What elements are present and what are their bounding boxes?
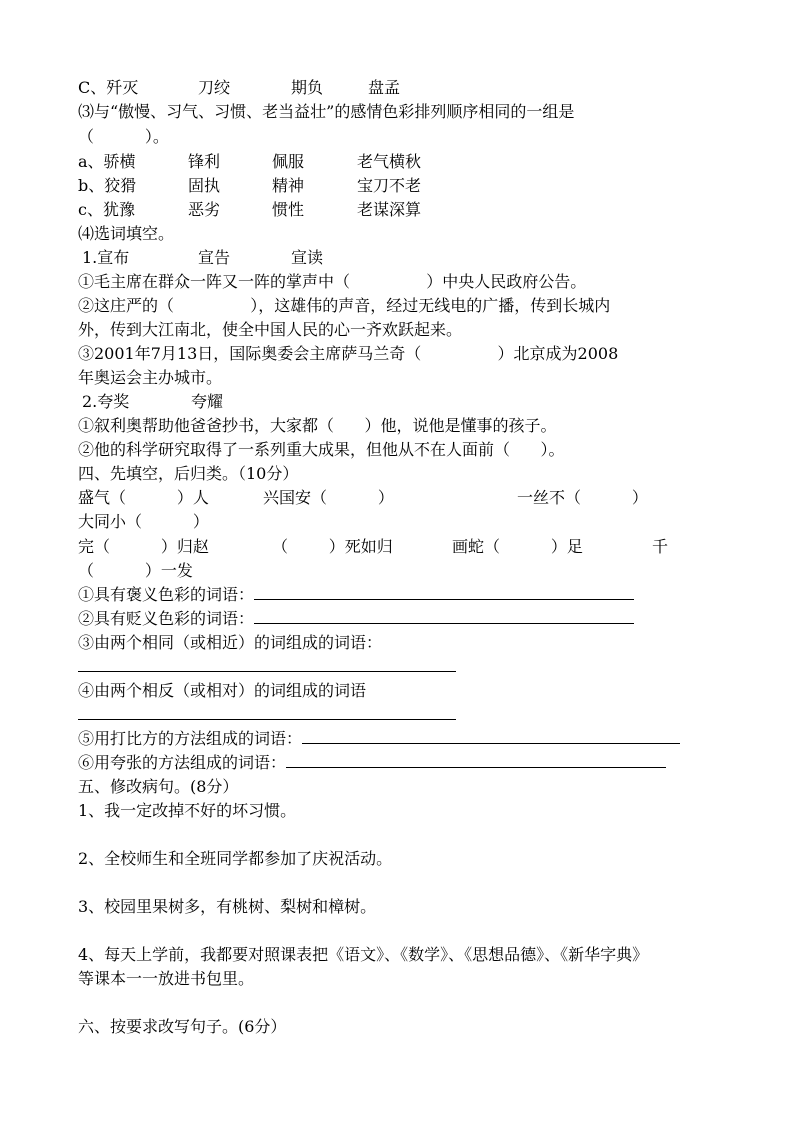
text-segment: 宣读 bbox=[291, 248, 324, 267]
text-segment: 外，传到大江南北，使全中国人民的心一齐欢跃起来。 bbox=[78, 320, 463, 339]
text-segment bbox=[78, 656, 456, 678]
text-segment: 2、全校师生和全班同学都参加了庆祝活动。 bbox=[78, 849, 393, 868]
text-segment: 宝刀不老 bbox=[357, 176, 422, 195]
text-segment: （ ）。 bbox=[78, 127, 169, 146]
text-segment: 四、先填空，后归类。（10分） bbox=[78, 464, 299, 483]
answer-blank[interactable] bbox=[78, 704, 456, 720]
text-segment: 佩服 bbox=[272, 152, 305, 171]
text-segment: 2.夸奖 bbox=[82, 392, 130, 411]
answer-blank[interactable] bbox=[286, 752, 666, 768]
text-segment: 宣告 bbox=[198, 248, 231, 267]
text-segment: 画蛇（ ）足 bbox=[452, 537, 583, 556]
text-segment: 老气横秋 bbox=[357, 152, 422, 171]
text-segment: 1.宣布 bbox=[82, 248, 130, 267]
text-segment: 兴国安（ ） bbox=[263, 488, 394, 507]
text-segment: ①叙利奥帮助他爸爸抄书，大家都（ ）他，说他是懂事的孩子。 bbox=[78, 416, 557, 435]
text-segment: 盘孟 bbox=[368, 78, 401, 97]
answer-blank[interactable] bbox=[254, 608, 634, 624]
text-segment bbox=[78, 704, 456, 726]
answer-blank[interactable] bbox=[302, 728, 680, 744]
text-segment: ②他的科学研究取得了一系列重大成果，但他从不在人面前（ ）。 bbox=[78, 440, 565, 459]
text-segment: 固执 bbox=[188, 176, 221, 195]
text-segment: ③由两个相同（或相近）的词组成的词语： bbox=[78, 633, 383, 652]
text-segment: （ ）死如归 bbox=[272, 537, 393, 556]
text-segment: c、犹豫 bbox=[78, 200, 135, 219]
text-segment: 年奥运会主办城市。 bbox=[78, 368, 223, 387]
text-segment: ②这庄严的（ ），这雄伟的声音，经过无线电的广播，传到长城内 bbox=[78, 296, 611, 315]
text-segment: 一丝不（ ） bbox=[517, 488, 648, 507]
answer-blank[interactable] bbox=[78, 656, 456, 672]
text-segment: 六、按要求改写句子。(6分） bbox=[78, 1017, 287, 1036]
text-segment: ②具有贬义色彩的词语： bbox=[78, 608, 634, 630]
text-segment: 夸耀 bbox=[191, 392, 224, 411]
text-segment: ⑥用夸张的方法组成的词语： bbox=[78, 752, 666, 774]
text-segment: 期负 bbox=[291, 78, 324, 97]
text-segment: 精神 bbox=[272, 176, 305, 195]
text-segment: 恶劣 bbox=[188, 200, 221, 219]
text-segment: ③2001年7月13日，国际奥委会主席萨马兰奇（ ）北京成为2008 bbox=[78, 344, 619, 363]
text-segment: ①具有褒义色彩的词语： bbox=[78, 584, 634, 606]
text-segment: 等课本一一放进书包里。 bbox=[78, 969, 255, 988]
text-segment: 惯性 bbox=[272, 200, 305, 219]
text-segment: 千 bbox=[652, 537, 669, 556]
text-segment: 1、我一定改掉不好的坏习惯。 bbox=[78, 801, 297, 820]
text-segment: 3、校园里果树多，有桃树、梨树和樟树。 bbox=[78, 897, 377, 916]
text-segment: b、狡猾 bbox=[78, 176, 137, 195]
text-segment: 刀绞 bbox=[198, 78, 231, 97]
text-segment: 锋利 bbox=[188, 152, 221, 171]
answer-blank[interactable] bbox=[254, 584, 634, 600]
text-segment: 完（ ）归赵 bbox=[78, 537, 209, 556]
text-segment: ⑶与“傲慢、习气、习惯、老当益壮”的感情色彩排列顺序相同的一组是 bbox=[78, 102, 575, 121]
text-segment: 大同小（ ） bbox=[78, 512, 209, 531]
text-segment: 五、修改病句。(8分） bbox=[78, 777, 239, 796]
text-segment: （ ）一发 bbox=[78, 561, 193, 580]
text-segment: ①毛主席在群众一阵又一阵的掌声中（ ）中央人民政府公告。 bbox=[78, 272, 587, 291]
text-segment: 4、每天上学前，我都要对照课表把《语文》、《数学》、《思想品德》、《新华字典》 bbox=[78, 945, 649, 964]
text-segment: C、歼灭 bbox=[78, 78, 139, 97]
text-segment: a、骄横 bbox=[78, 152, 136, 171]
text-segment: ⑤用打比方的方法组成的词语： bbox=[78, 728, 680, 750]
text-segment: ④由两个相反（或相对）的词组成的词语 bbox=[78, 681, 367, 700]
text-segment: ⑷选词填空。 bbox=[78, 224, 175, 243]
text-segment: 老谋深算 bbox=[357, 200, 422, 219]
text-segment: 盛气（ ）人 bbox=[78, 488, 209, 507]
